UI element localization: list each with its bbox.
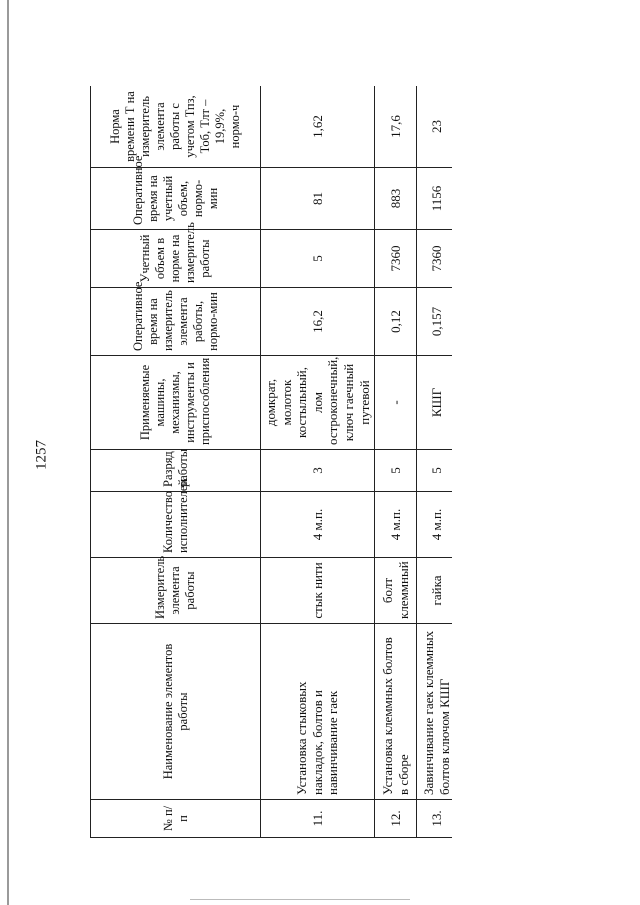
grade-cell: 5 — [375, 450, 417, 492]
header-cell: Количество исполнителей — [91, 492, 261, 558]
header-cell: Наименование элементов работы — [91, 624, 261, 800]
workers-cell: 4 м.п. — [417, 492, 452, 558]
workers-cell: 4 м.п. — [261, 492, 375, 558]
op-time-volume-cell: 81 — [261, 168, 375, 230]
unit-cell: гайка — [417, 558, 452, 624]
op-time-cell: 16,2 — [261, 288, 375, 356]
norm-cell: 1,62 — [261, 86, 375, 168]
row-number: 13. — [417, 800, 452, 838]
op-time-volume-cell: 1156 — [417, 168, 452, 230]
tools-cell: - — [375, 356, 417, 450]
scan-bottom-line — [190, 899, 410, 900]
work-element-name: Завинчивание гаек клеммных болтов ключом КШГ — [417, 624, 452, 800]
grade-cell: 3 — [261, 450, 375, 492]
volume-cell: 7360 — [375, 230, 417, 288]
workers-cell: 4 м.п. — [375, 492, 417, 558]
page-number: 1257 — [33, 440, 50, 470]
header-cell: Оперативное время на измеритель элемента работы, нормо-мин — [91, 288, 261, 356]
norms-table — [90, 86, 452, 838]
header-cell: Оперативное время на учетный объем, нормо-мин — [91, 168, 261, 230]
table-row — [375, 86, 417, 838]
grade-cell: 5 — [417, 450, 452, 492]
row-number: 12. — [375, 800, 417, 838]
op-time-cell: 0,12 — [375, 288, 417, 356]
table-header-row — [91, 86, 261, 838]
norm-cell: 23 — [417, 86, 452, 168]
row-number: 11. — [261, 800, 375, 838]
rotated-table — [90, 86, 452, 838]
unit-cell: стык нити — [261, 558, 375, 624]
table-row — [417, 86, 452, 838]
work-element-name: Установка стыковых накладок, болтов и навинчивание гаек — [261, 624, 375, 800]
header-cell: Учетный объем в норме на измеритель работы — [91, 230, 261, 288]
tools-cell: домкрат, молоток костыльный, лом остроконечный, ключ гаечный путевой — [261, 356, 375, 450]
table-row — [261, 86, 375, 838]
op-time-cell: 0,157 — [417, 288, 452, 356]
work-element-name: Установка клеммных болтов в сборе — [375, 624, 417, 800]
unit-cell: болт клеммный — [375, 558, 417, 624]
op-time-volume-cell: 883 — [375, 168, 417, 230]
header-cell: № п/п — [91, 800, 261, 838]
norm-cell: 17,6 — [375, 86, 417, 168]
tools-cell: КШГ — [417, 356, 452, 450]
header-cell: Норма времени Т на измеритель элемента работы с учетом Тпз, Тоб, Тлт – 19,9%, нормо-ч — [91, 86, 261, 168]
header-cell: Измеритель элемента работы — [91, 558, 261, 624]
scan-left-edge — [7, 0, 9, 905]
volume-cell: 5 — [261, 230, 375, 288]
volume-cell: 7360 — [417, 230, 452, 288]
header-cell: Разряд работы — [91, 450, 261, 492]
norms-table-container — [90, 86, 452, 838]
header-cell: Применяемые машины, механизмы, инструменты и приспособления — [91, 356, 261, 450]
